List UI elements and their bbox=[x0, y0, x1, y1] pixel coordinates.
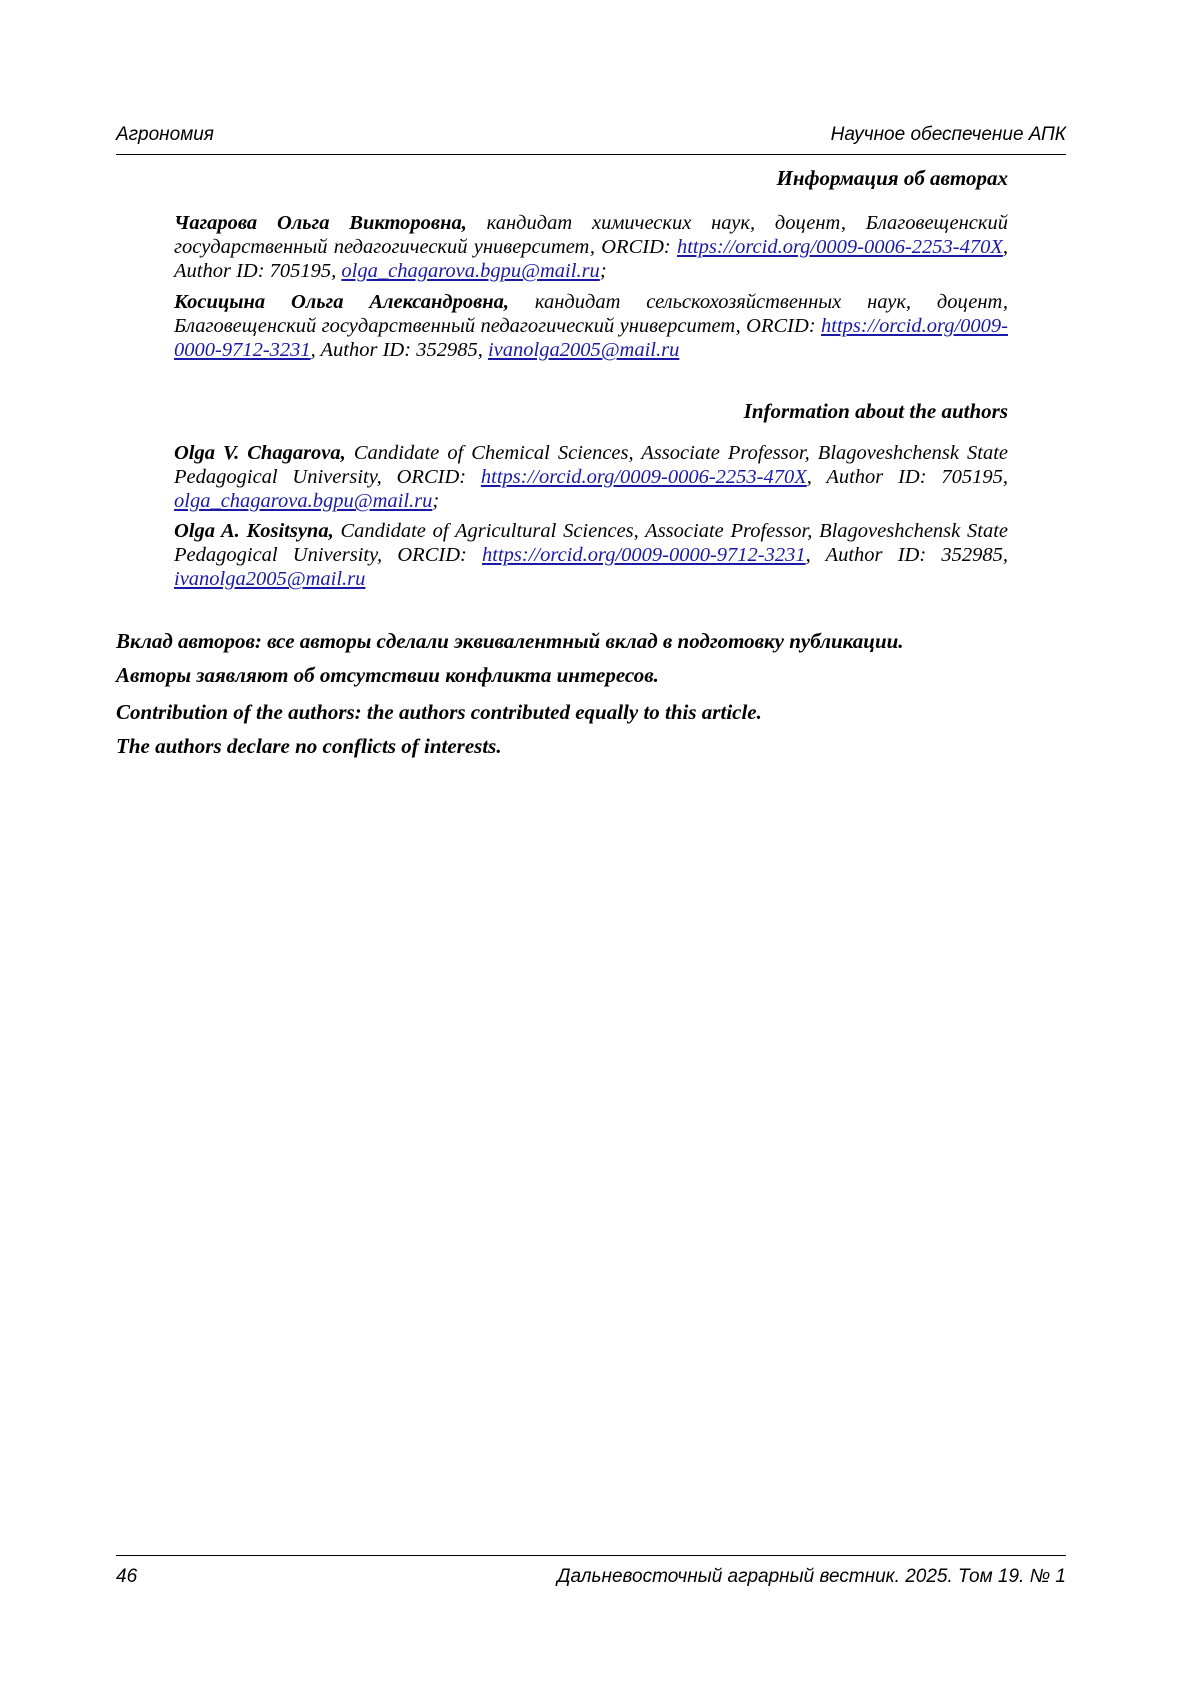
header-section-name: Агрономия bbox=[116, 124, 214, 145]
author-id: , Author ID: 705195, bbox=[806, 466, 1008, 488]
en-conflict-statement: The authors declare no conflicts of interests. bbox=[116, 734, 502, 758]
entry-end: ; bbox=[432, 490, 440, 512]
entry-end: ; bbox=[599, 260, 607, 282]
author-details: Candidate of Agricultural Sciences, Associate Professor, Blagoveshchensk State Pedagogical University, ORCID: bbox=[174, 520, 1008, 566]
author-name: Olga V. Chagarova, bbox=[174, 442, 346, 464]
email-link[interactable]: ivanolga2005@mail.ru bbox=[174, 568, 366, 590]
page-number: 46 bbox=[116, 1566, 138, 1587]
en-statements bbox=[116, 695, 1066, 763]
author-id: , Author ID: 352985, bbox=[805, 544, 1008, 566]
email-link[interactable]: olga_chagarova.bgpu@mail.ru bbox=[174, 490, 433, 512]
ru-conflict-statement: Авторы заявляют об отсутствии конфликта интересов. bbox=[116, 663, 659, 687]
orcid-link[interactable]: https://orcid.org/0009-0006-​2253-470X bbox=[480, 466, 807, 488]
header-divider bbox=[116, 154, 1066, 155]
ru-authors-heading: Информация об авторах bbox=[776, 166, 1008, 190]
author-details: кандидат химических наук, доцент, Благовещенский государственный педагогический университет, ORCID: bbox=[174, 212, 1008, 258]
en-author-entry-1 bbox=[174, 441, 1008, 513]
orcid-link[interactable]: https://orcid.org/0009-0000-9712-3231 bbox=[174, 315, 1008, 361]
email-link[interactable]: olga_chagarova.bgpu@mail.ru bbox=[341, 260, 600, 282]
ru-statements bbox=[116, 624, 1066, 692]
en-authors-heading: Information about the authors bbox=[743, 399, 1008, 423]
author-id: , Author ID: 352985, bbox=[310, 339, 488, 361]
running-footer bbox=[116, 1566, 1066, 1588]
author-name: Косицына Ольга Александровна, bbox=[174, 291, 510, 313]
ru-author-entry-2 bbox=[174, 290, 1008, 362]
author-name: Olga A. Kositsyna, bbox=[174, 520, 334, 542]
journal-citation: Дальневосточный аграрный вестник. 2025. Том 19. № 1 bbox=[557, 1566, 1066, 1587]
email-link[interactable]: ivanolga2005@mail.ru bbox=[487, 339, 680, 361]
orcid-link[interactable]: https://orcid.org/0009-0000-​9712-3231 bbox=[482, 544, 806, 566]
author-details: Candidate of Chemical Sciences, Associate Professor, Blagoveshchensk State Pedagogical University, ORCID: bbox=[174, 442, 1009, 488]
footer-divider bbox=[116, 1555, 1066, 1556]
author-details: кандидат сельскохозяйственных наук, доцент, Благовещенский государственный педагогический университет, ORCID: bbox=[174, 291, 1008, 337]
header-rubric: Научное обеспечение АПК bbox=[830, 124, 1066, 145]
author-name: Чагарова Ольга Викторовна, bbox=[174, 212, 467, 234]
ru-contribution-statement: Вклад авторов: все авторы сделали эквивалентный вклад в подготовку публикации. bbox=[116, 629, 904, 653]
author-id: , Author ID: 705195, bbox=[174, 236, 1008, 282]
ru-author-entry-1 bbox=[174, 211, 1008, 283]
en-author-entry-2 bbox=[174, 519, 1008, 591]
en-contribution-statement: Contribution of the authors: the authors contributed equally to this article. bbox=[116, 700, 762, 724]
orcid-link[interactable]: https://orcid.​org/0009-0006-2253-470X bbox=[676, 236, 1003, 258]
running-header bbox=[116, 124, 1066, 146]
